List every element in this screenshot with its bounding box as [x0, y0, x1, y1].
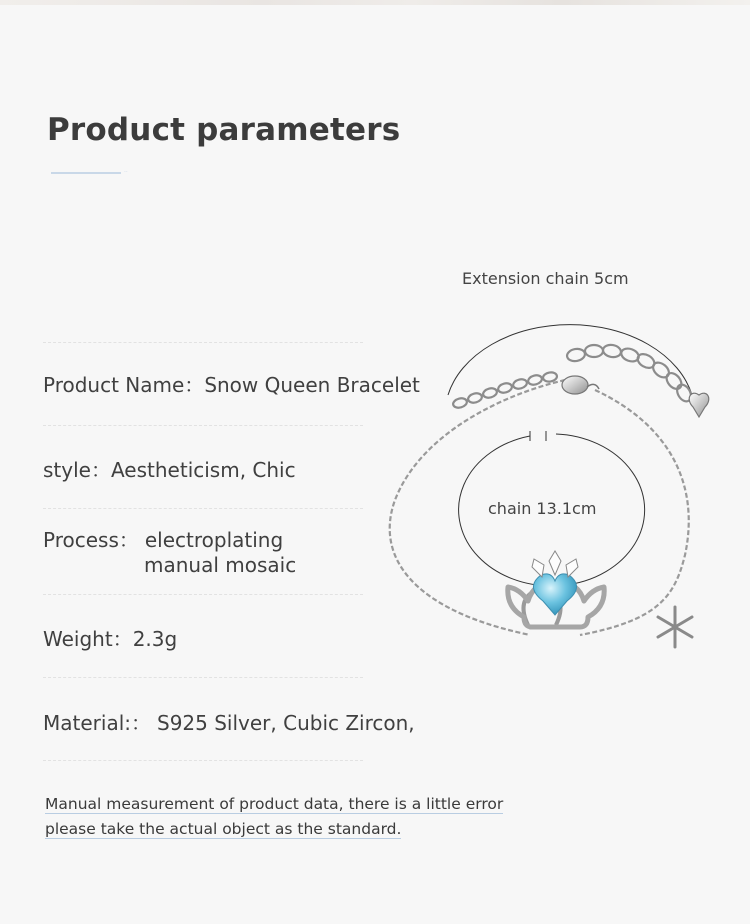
measurement-note-line-2: please take the actual object as the standard. [45, 820, 402, 838]
bracelet-figure [380, 255, 750, 695]
param-value: 2.3g [132, 627, 178, 651]
param-value: S925 Silver, Cubic Zircon, [157, 711, 415, 735]
param-value: Snow Queen Bracelet [204, 373, 420, 397]
chain-length-label: chain 13.1cm [488, 499, 597, 518]
param-weight [43, 623, 177, 652]
param-process-value-2: manual mosaic [144, 553, 297, 577]
divider [43, 425, 363, 426]
param-label: style： [43, 458, 111, 482]
top-photo-strip [0, 0, 750, 5]
extension-chain-label: Extension chain 5cm [462, 269, 629, 288]
param-material [43, 707, 415, 736]
param-label: Process： [43, 528, 139, 552]
param-product-name [43, 369, 420, 398]
param-label: Product Name： [43, 373, 205, 397]
param-process [43, 524, 283, 553]
divider [43, 760, 363, 761]
bracelet-illustration [380, 255, 750, 695]
divider [43, 342, 363, 343]
page-title: Product parameters [47, 112, 401, 148]
heart-tag [689, 393, 709, 417]
divider [43, 594, 363, 595]
param-label: Material:： [43, 711, 151, 735]
title-underline [51, 172, 121, 174]
param-value: Aestheticism, Chic [110, 458, 296, 482]
lobster-clasp [562, 376, 599, 394]
divider [43, 677, 363, 678]
measurement-note-line-1: Manual measurement of product data, there is a little error [45, 795, 504, 813]
divider [43, 508, 363, 509]
title-underline-dots: ·· [124, 169, 128, 176]
crown-pendant [508, 551, 604, 627]
param-value: electroplating [144, 528, 284, 552]
param-label: Weight： [43, 627, 133, 651]
snowflake-charm [658, 607, 692, 647]
param-style [43, 454, 296, 483]
